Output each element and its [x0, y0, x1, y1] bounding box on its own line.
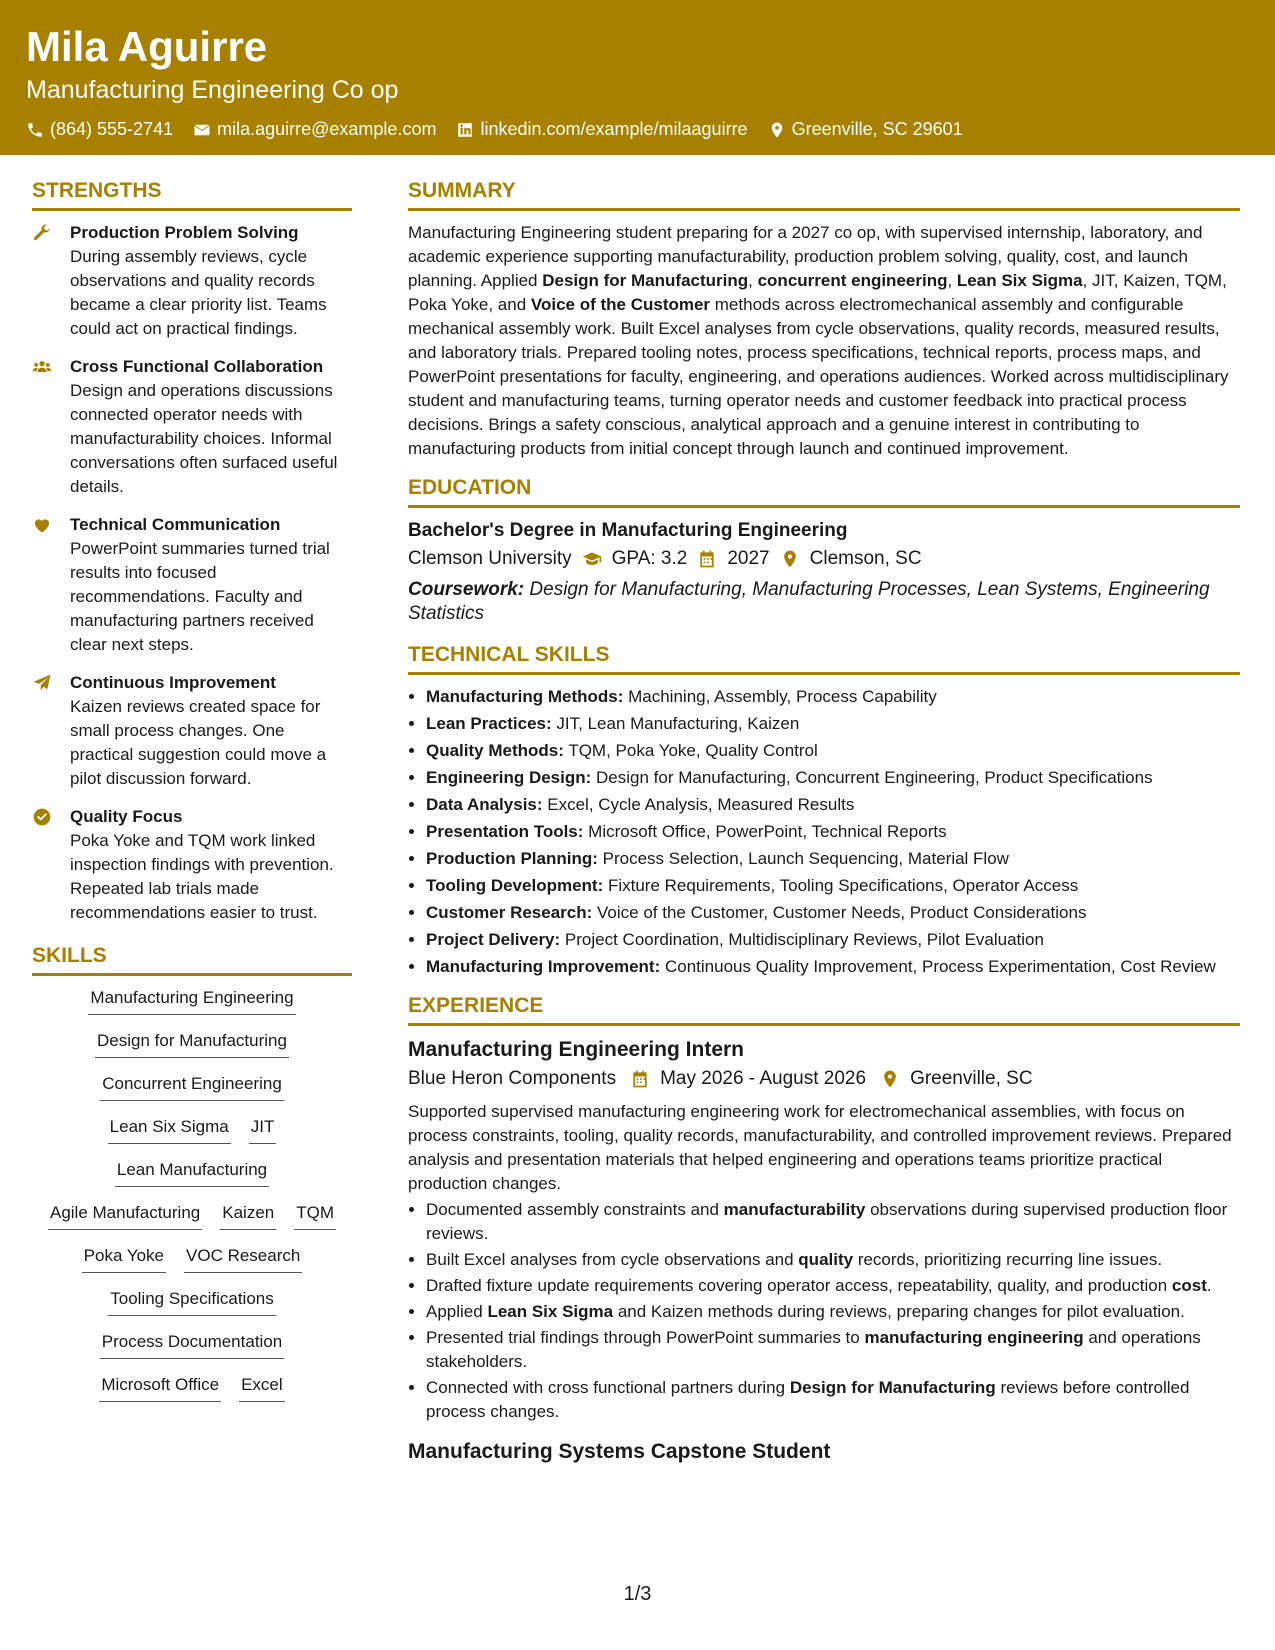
skill-row — [32, 1330, 352, 1359]
skill-values: Machining, Assembly, Process Capability — [623, 687, 937, 706]
job-location: Greenville, SC — [910, 1068, 1033, 1089]
grad-year: 2027 — [727, 548, 770, 569]
job-bullet — [426, 1300, 1240, 1324]
technical-skill-item — [426, 928, 1240, 952]
text-run: records, prioritizing recurring line issues. — [853, 1250, 1163, 1269]
text-run: and operations stakeholders. — [426, 1328, 1201, 1371]
skill-category: Tooling Development: — [426, 876, 604, 895]
job-bullet — [426, 1198, 1240, 1246]
coursework-list: Design for Manufacturing, Manufacturing Processes, Lean Systems, Engineering Statistics — [408, 579, 1210, 624]
summary-text — [408, 221, 1240, 461]
strength-item — [32, 355, 352, 499]
skill-tag: Tooling Specifications — [108, 1287, 275, 1316]
skill-row — [32, 1158, 352, 1187]
skill-tag: VOC Research — [184, 1244, 302, 1273]
skill-values: Process Selection, Launch Sequencing, Material Flow — [597, 849, 1009, 868]
school-location: Clemson, SC — [809, 548, 922, 569]
job-bullets — [408, 1198, 1240, 1424]
skill-tag: Concurrent Engineering — [100, 1072, 284, 1101]
technical-skill-item — [426, 820, 1240, 844]
technical-skill-item — [426, 901, 1240, 925]
job-meta — [408, 1064, 1240, 1094]
skill-tag: TQM — [294, 1201, 336, 1230]
skills-heading: SKILLS — [32, 943, 352, 976]
job-bullet — [426, 1274, 1240, 1298]
skill-values: Fixture Requirements, Tooling Specifications, Operator Access — [603, 876, 1079, 895]
experience-heading: EXPERIENCE — [408, 993, 1240, 1026]
text-run: methods across electromechanical assembly and configurable mechanical assembly work. Built Excel analyses from cycle observations, quality records, measured results, and laboratory trials. Prepared tooling notes, process specifications, technical reports, process maps, and PowerPoint presentations for faculty, engineering, and operations audiences. Worked across multidisciplinary student and manufacturing teams, turning operator needs and customer feedback into practical process decisions. Brings a safety conscious, analytical approach and a genuine interest in contributing to manufacturing products from initial concept through launch and continued improvement. — [408, 295, 1229, 458]
skills-list — [32, 986, 352, 1402]
text-run: , — [947, 271, 957, 290]
linkedin-text: linkedin.com/example/milaaguirre — [480, 119, 748, 139]
skill-category: Customer Research: — [426, 903, 593, 922]
text-run: . — [1206, 1276, 1212, 1295]
text-run: reviews before controlled process changes. — [426, 1378, 1190, 1421]
strength-desc: Design and operations discussions connected operator needs with manufacturability choices. Informal conversations often surfaced useful details. — [70, 381, 338, 496]
skill-row — [32, 1029, 352, 1058]
contact-location — [768, 119, 963, 140]
text-run: Built Excel analyses from cycle observations and — [426, 1250, 799, 1269]
skill-tag: Agile Manufacturing — [48, 1201, 202, 1230]
calendar-icon — [697, 549, 717, 569]
contact-linkedin[interactable] — [456, 119, 747, 140]
bold-keyword: Voice of the Customer — [530, 295, 711, 314]
phone-icon — [26, 121, 44, 139]
skill-values: TQM, Poka Yoke, Quality Control — [563, 741, 818, 760]
skill-values: JIT, Lean Manufacturing, Kaizen — [551, 714, 800, 733]
wrench-icon — [32, 223, 52, 243]
skill-category: Project Delivery: — [426, 930, 561, 949]
text-run: , JIT, Kaizen, TQM, Poka Yoke, and — [408, 271, 1227, 314]
linkedin-icon — [456, 121, 474, 139]
skill-tag: Design for Manufacturing — [95, 1029, 289, 1058]
technical-skill-item — [426, 955, 1240, 979]
strength-title: Cross Functional Collaboration — [70, 357, 324, 376]
skill-tag: JIT — [249, 1115, 277, 1144]
candidate-role: Manufacturing Engineering Co op — [26, 76, 399, 104]
text-run: and Kaizen methods during reviews, preparing changes for pilot evaluation. — [613, 1302, 1185, 1321]
gpa-text: GPA: 3.2 — [611, 548, 688, 569]
bold-keyword: quality — [798, 1250, 854, 1269]
text-run: Presented trial findings through PowerPoint summaries to — [426, 1328, 865, 1347]
skill-category: Quality Methods: — [426, 741, 564, 760]
heart-icon — [32, 515, 52, 535]
job-dates: May 2026 - August 2026 — [660, 1068, 867, 1089]
strength-item — [32, 805, 352, 925]
skill-values: Design for Manufacturing, Concurrent Engineering, Product Specifications — [591, 768, 1153, 787]
strength-title: Quality Focus — [70, 807, 183, 826]
job-bullet — [426, 1326, 1240, 1374]
education-meta — [408, 544, 1240, 574]
technical-skill-item — [426, 685, 1240, 709]
skill-values: Excel, Cycle Analysis, Measured Results — [542, 795, 855, 814]
text-run: Applied — [426, 1302, 488, 1321]
skill-category: Engineering Design: — [426, 768, 592, 787]
technical-skill-item — [426, 847, 1240, 871]
text-run: Connected with cross functional partners during — [426, 1378, 790, 1397]
skill-category: Lean Practices: — [426, 714, 552, 733]
map-pin-icon — [768, 121, 786, 139]
skill-values: Project Coordination, Multidisciplinary Reviews, Pilot Evaluation — [560, 930, 1044, 949]
job-bullet — [426, 1248, 1240, 1272]
strength-item — [32, 513, 352, 657]
page-number: 1/3 — [623, 1583, 652, 1605]
location-text: Greenville, SC 29601 — [791, 119, 963, 139]
job-title: Manufacturing Engineering Intern — [408, 1038, 745, 1061]
strength-item — [32, 671, 352, 791]
technical-skill-item — [426, 766, 1240, 790]
paper-plane-icon — [32, 673, 52, 693]
coursework-label: Coursework: — [408, 579, 525, 600]
contact-phone[interactable] — [26, 119, 173, 140]
skill-category: Manufacturing Improvement: — [426, 957, 661, 976]
skill-row — [32, 1287, 352, 1316]
skill-tag: Poka Yoke — [82, 1244, 166, 1273]
users-icon — [32, 357, 52, 377]
strength-title: Production Problem Solving — [70, 223, 299, 242]
skill-tag: Microsoft Office — [99, 1373, 221, 1402]
technical-skills-list — [408, 685, 1240, 979]
strength-title: Continuous Improvement — [70, 673, 276, 692]
bold-keyword: Design for Manufacturing — [542, 271, 749, 290]
skill-row — [32, 1201, 352, 1230]
skill-tag: Kaizen — [220, 1201, 276, 1230]
bold-keyword: Design for Manufacturing — [789, 1378, 996, 1397]
bold-keyword: concurrent engineering — [757, 271, 948, 290]
skill-category: Production Planning: — [426, 849, 598, 868]
education-heading: EDUCATION — [408, 475, 1240, 508]
check-circle-icon — [32, 807, 52, 827]
job-bullet — [426, 1376, 1240, 1424]
technical-skill-item — [426, 739, 1240, 763]
bold-keyword: cost — [1171, 1276, 1207, 1295]
graduation-cap-icon — [582, 549, 602, 569]
candidate-name: Mila Aguirre — [26, 23, 268, 70]
contact-bar — [26, 119, 1249, 140]
bold-keyword: Lean Six Sigma — [956, 271, 1083, 290]
school-name: Clemson University — [408, 548, 572, 569]
skill-row — [32, 1072, 352, 1101]
text-run: Drafted fixture update requirements covering operator access, repeatability, quality, and production — [426, 1276, 1172, 1295]
text-run: Documented assembly constraints and — [426, 1200, 724, 1219]
skill-row — [32, 1373, 352, 1402]
map-pin-icon — [880, 1069, 900, 1089]
skill-row — [32, 1115, 352, 1144]
degree-title: Bachelor's Degree in Manufacturing Engineering — [408, 520, 848, 541]
left-column — [32, 178, 352, 1416]
text-run: Manufacturing Engineering student preparing for a 2027 co op, with supervised internship, laboratory, and academic experience supporting manufacturability, production problem solving, quality, cost, and launch planning. Applied — [408, 223, 1203, 290]
skill-tag: Lean Manufacturing — [115, 1158, 269, 1187]
job-title: Manufacturing Systems Capstone Student — [408, 1440, 831, 1463]
strengths-list — [32, 221, 352, 925]
skill-row — [32, 986, 352, 1015]
bold-keyword: manufacturability — [723, 1200, 866, 1219]
bold-keyword: manufacturing engineering — [864, 1328, 1084, 1347]
skill-tag: Excel — [239, 1373, 285, 1402]
calendar-icon — [630, 1069, 650, 1089]
skill-category: Data Analysis: — [426, 795, 543, 814]
technical-skill-item — [426, 874, 1240, 898]
contact-email[interactable] — [193, 119, 436, 140]
company-name: Blue Heron Components — [408, 1068, 617, 1089]
strength-item — [32, 221, 352, 341]
skill-tag: Manufacturing Engineering — [88, 986, 295, 1015]
coursework — [408, 578, 1240, 626]
text-run: observations during supervised production floor reviews. — [426, 1200, 1228, 1243]
skill-tag: Process Documentation — [100, 1330, 284, 1359]
bold-keyword: Lean Six Sigma — [487, 1302, 614, 1321]
skill-row — [32, 1244, 352, 1273]
strength-desc: Poka Yoke and TQM work linked inspection findings with prevention. Repeated lab trials made recommendations easier to trust. — [70, 831, 334, 922]
skill-values: Voice of the Customer, Customer Needs, Product Considerations — [592, 903, 1087, 922]
map-pin-icon — [780, 549, 800, 569]
technical-skill-item — [426, 793, 1240, 817]
text-run: , — [748, 271, 758, 290]
technical-skill-item — [426, 712, 1240, 736]
resume-header — [0, 0, 1275, 155]
job-summary: Supported supervised manufacturing engineering work for electromechanical assemblies, with focus on process constraints, tooling, quality records, manufacturability, and controlled improvement reviews. Prepared analysis and presentation materials that helped engineering and operations teams prioritize practical production changes. — [408, 1102, 1232, 1193]
email-text: mila.aguirre@example.com — [217, 119, 437, 139]
skill-tag: Lean Six Sigma — [108, 1115, 231, 1144]
right-column — [408, 178, 1240, 1466]
skill-values: Microsoft Office, PowerPoint, Technical Reports — [583, 822, 947, 841]
skill-category: Presentation Tools: — [426, 822, 584, 841]
skill-category: Manufacturing Methods: — [426, 687, 624, 706]
strengths-heading: STRENGTHS — [32, 178, 352, 211]
strength-title: Technical Communication — [70, 515, 281, 534]
strength-desc: During assembly reviews, cycle observations and quality records became a clear priority list. Teams could act on practical findings. — [70, 247, 327, 338]
phone-text: (864) 555-2741 — [50, 119, 174, 139]
strength-desc: PowerPoint summaries turned trial results into focused recommendations. Faculty and manufacturing partners received clear next steps. — [70, 539, 330, 654]
envelope-icon — [193, 121, 211, 139]
technical-skills-heading: TECHNICAL SKILLS — [408, 642, 1240, 675]
strength-desc: Kaizen reviews created space for small process changes. One practical suggestion could move a pilot discussion forward. — [70, 697, 327, 788]
summary-heading: SUMMARY — [408, 178, 1240, 211]
skill-values: Continuous Quality Improvement, Process Experimentation, Cost Review — [660, 957, 1216, 976]
